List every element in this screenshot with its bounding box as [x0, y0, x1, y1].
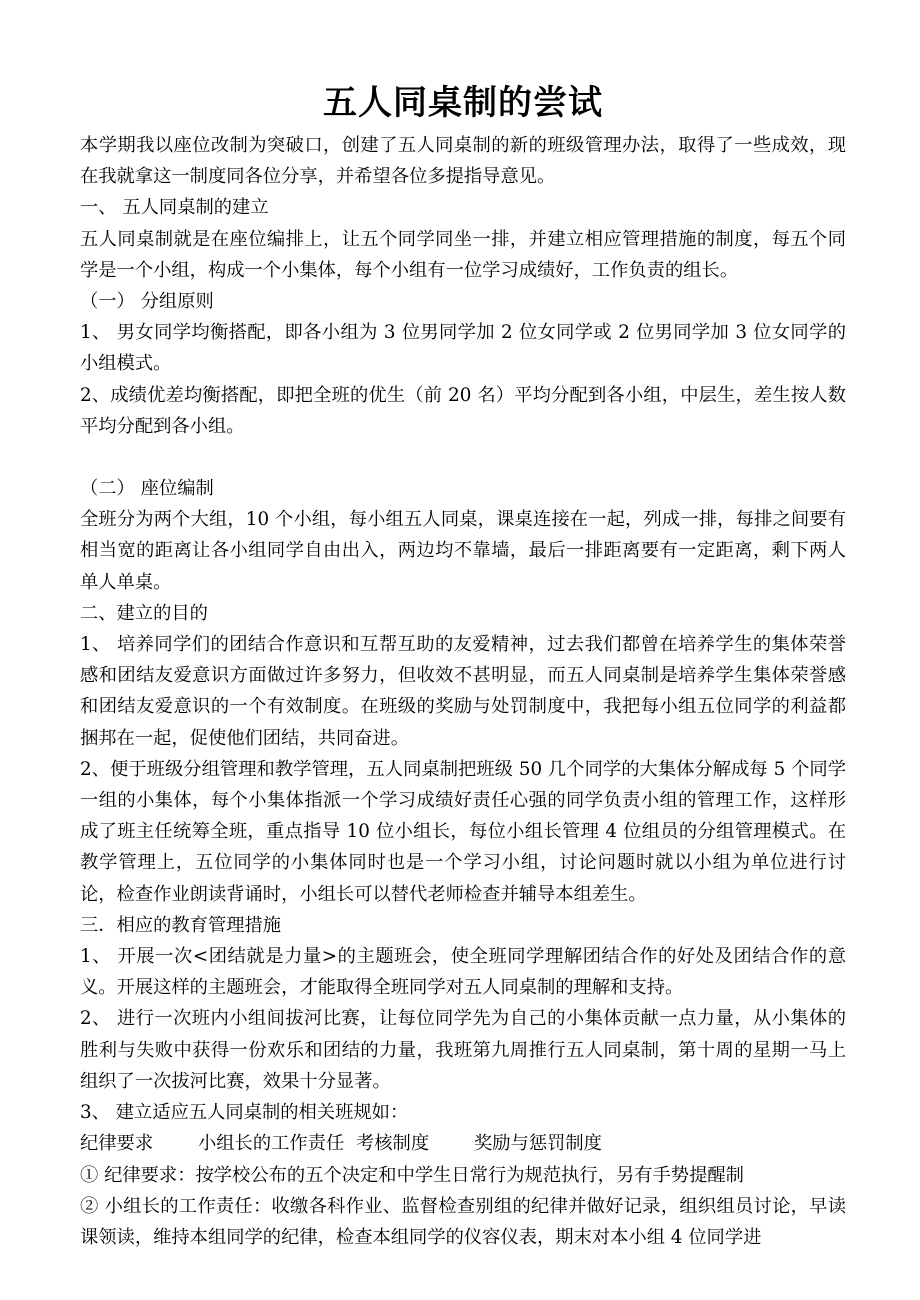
rule-2: ② 小组长的工作责任：收缴各科作业、监督检查别组的纪律并做好记录，组织组员讨论，早读课领读，维持本组同学的纪律，检查本组同学的仪容仪表，期末对本小组 4 位同学进: [80, 1195, 846, 1248]
section2-item-2: 2、便于班级分组管理和教学管理，五人同桌制把班级 50 几个同学的大集体分解成每 5 个同学一组的小集体，每个小集体指派一个学习成绩好责任心强的同学负责小组的管理工作，这样形成了班主任统筹全班，重点指导 10 位小组长，每位小组长管理 4 位组员的分组管理模式。在教学管理上，五位同学的小集体同时也是一个学习小组，讨论问题时就以小组为单位进行讨论，检查作业朗读背诵时，小组长可以替代老师检查并辅导本组差生。: [80, 758, 846, 905]
sub1-item-1: 1、 男女同学均衡搭配，即各小组为 3 位男同学加 2 位女同学或 2 位男同学加 3 位女同学的小组模式。: [80, 322, 846, 375]
rule-1: ① 纪律要求：按学校公布的五个决定和中学生日常行为规范执行，另有手势提醒制: [80, 1164, 744, 1186]
document-title: 五人同桌制的尝试: [323, 83, 603, 123]
rules-list-item: 小组长的工作责任: [198, 1133, 345, 1155]
section1-heading: 一、 五人同桌制的建立: [80, 197, 269, 219]
blank-line: [80, 442, 846, 473]
document-body: [80, 130, 846, 1253]
section3-item-1: 1、 开展一次<团结就是力量>的主题班会，使全班同学理解团结合作的好处及团结合作的意义。开展这样的主题班会，才能取得全班同学对五人同桌制的理解和支持。: [80, 946, 846, 999]
sub2-paragraph: 全班分为两个大组，10 个小组，每小组五人同桌，课桌连接在一起，列成一排，每排之间要有相当宽的距离让各小组同学自由出入，两边均不靠墙，最后一排距离要有一定距离，剩下两人单人单桌。: [80, 509, 846, 593]
rules-list-item: 纪律要求: [80, 1133, 154, 1155]
intro-paragraph: 本学期我以座位改制为突破口，创建了五人同桌制的新的班级管理办法，取得了一些成效，现在我就拿这一制度同各位分享，并希望各位多提指导意见。: [80, 135, 846, 188]
section3-item-2: 2、 进行一次班内小组间拔河比赛，让每位同学先为自己的小集体贡献一点力量，从小集体的胜利与失败中获得一份欢乐和团结的力量，我班第九周推行五人同桌制，第十周的星期一马上组织了一次拔河比赛，效果十分显著。: [80, 1008, 846, 1092]
section1-paragraph: 五人同桌制就是在座位编排上，让五个同学同坐一排，并建立相应管理措施的制度，每五个同学是一个小组，构成一个小集体，每个小组有一位学习成绩好，工作负责的组长。: [80, 228, 846, 281]
section2-heading: 二、建立的目的: [80, 602, 208, 624]
rules-list-item: 考核制度: [356, 1133, 430, 1155]
rules-list-item: 奖励与惩罚制度: [474, 1133, 602, 1155]
rules-list: [80, 1128, 846, 1159]
section2-item-1: 1、 培养同学们的团结合作意识和互帮互助的友爱精神，过去我们都曾在培养学生的集体荣誉感和团结友爱意识方面做过许多努力，但收效不甚明显，而五人同桌制是培养学生集体荣誉感和团结友爱意识的一个有效制度。在班级的奖励与处罚制度中，我把每小组五位同学的利益都捆邦在一起，促使他们团结，共同奋进。: [80, 634, 846, 749]
sub1-heading: （一） 分组原则: [80, 291, 214, 313]
section3-item-3: 3、 建立适应五人同桌制的相关班规如：: [80, 1102, 409, 1124]
section3-heading: 三．相应的教育管理措施: [80, 914, 282, 936]
sub2-heading: （二） 座位编制: [80, 478, 214, 500]
sub1-item-2: 2、成绩优差均衡搭配，即把全班的优生（前 20 名）平均分配到各小组，中层生，差生按人数平均分配到各小组。: [80, 384, 846, 437]
